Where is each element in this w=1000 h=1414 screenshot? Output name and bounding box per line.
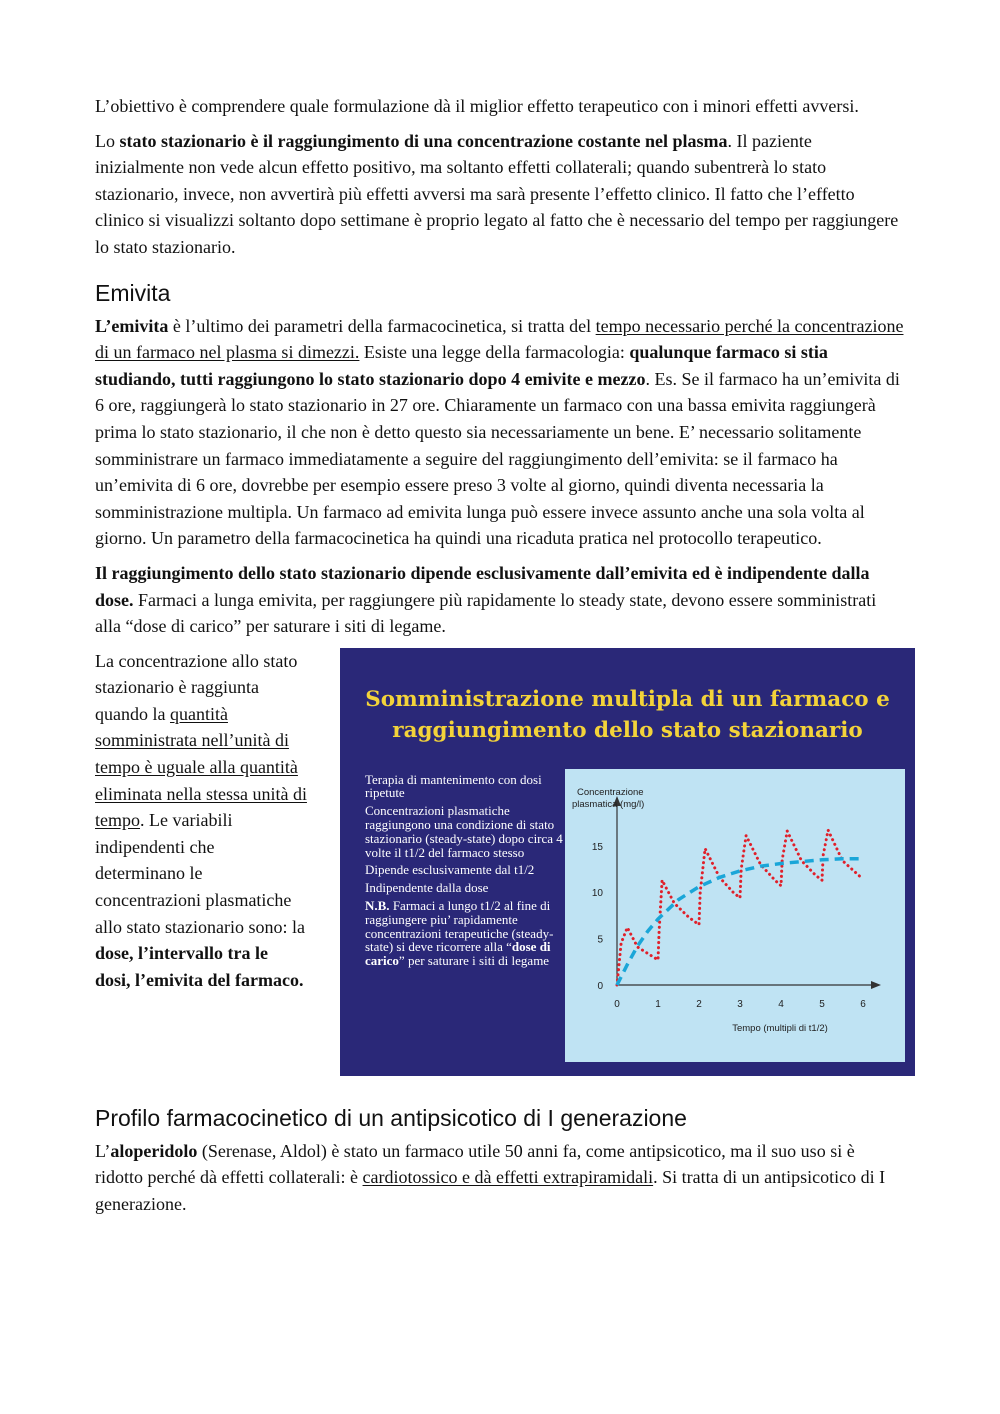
steady-state-chart (340, 648, 915, 1076)
y-tick-label: 5 (597, 934, 603, 946)
x-axis-label: Tempo (multipli di t1/2) (732, 1022, 828, 1034)
text-run: (Serenase, Aldol) è stato un farmaco utile 50 anni fa, come antipsicotico, ma il suo uso si è ridotto perché dà effetti collaterali: è (95, 1140, 855, 1188)
bold-law: qualunque farmaco si stia studiando, tutti raggiungono lo stato stazionario dopo 4 emivite e mezzo (95, 342, 828, 389)
bold-definition: stato stazionario è il raggiungimento di una concentrazione costante nel plasma (119, 130, 728, 151)
slide-title-line: raggiungimento dello stato stazionario (392, 717, 863, 743)
heading-emivita: Emivita (95, 279, 171, 306)
bold-drug-name: aloperidolo (110, 1140, 198, 1161)
y-tick-label: 0 (597, 980, 603, 992)
slide-bullet: Terapia di mantenimento con dosi ripetute (365, 771, 542, 801)
heading-profilo: Profilo farmacocinetico di un antipsicotico di I generazione (95, 1104, 687, 1131)
text-run: Farmaci a lunga emivita, per raggiungere più rapidamente lo steady state, devono essere somministrati alla “dose di carico” per saturare i siti di legame. (95, 589, 877, 637)
paragraph-steady-state (95, 128, 905, 261)
plot-panel (565, 769, 905, 1062)
y-tick-label: 15 (591, 841, 603, 853)
text-run: . Es. Se il farmaco ha un’emivita di 6 ore, raggiungerà lo stato stazionario in 27 ore. Chiaramente un farmaco con una bassa emivita raggiungerà prima lo stato stazionario, il che non è detto questo sia necessariamente un bene. E’ necessario solitamente somministrare un farmaco immediatamente a seguire del raggiungimento dell’emivita: se il farmaco ha un’emivita di 6 ore, dovrebbe per esempio essere preso 3 volte al giorno, quindi diventa necessaria la somministrazione multipla. Un farmaco ad emivita lunga può essere invece assunto anche una sola volta al giorno. Un parametro della farmacocinetica ha quindi una ricaduta pratica nel protocollo terapeutico. (95, 368, 900, 549)
text-run: La concentrazione allo stato stazionario è raggiunta quando la (95, 650, 298, 724)
bold-variables: dose, l’intervallo tra le dosi, l’emivita del farmaco. (95, 943, 304, 990)
paragraph-aloperidolo (95, 1138, 905, 1218)
underlined-definition: tempo necessario perché la concentrazione di un farmaco nel plasma si dimezzi. (95, 315, 904, 363)
text-run: . Le variabili indipendenti che determinano le concentrazioni plasmatiche allo stato stazionario sono: la (95, 810, 305, 937)
x-tick-label: 5 (819, 998, 825, 1010)
text-run: Farmaci a lungo t1/2 al fine di raggiungere piu’ rapidamente concentrazioni terapeutiche (steady-state) si deve ricorrere alla “ (365, 898, 554, 955)
text-run: ” per saturare i siti di legame (398, 953, 550, 969)
paragraph-concentration (95, 648, 307, 994)
text-run: L’ (95, 1140, 111, 1161)
x-tick-label: 1 (655, 998, 661, 1010)
x-tick-label: 6 (860, 998, 866, 1010)
slide-bullet: Concentrazioni plasmatiche raggiungono una condizione di stato stazionario (steady-state) dopo circa 4 volte il t1/2 del farmaco stesso (365, 803, 563, 860)
text-run: Lo (95, 130, 120, 151)
nb-label: N.B. (365, 898, 390, 914)
nb-bold: dose di carico (365, 939, 551, 969)
y-tick-label: 10 (591, 887, 603, 899)
y-axis-label: Concentrazione (577, 786, 644, 798)
x-tick-label: 3 (737, 998, 743, 1010)
x-tick-label: 2 (696, 998, 702, 1010)
slide-title-line: Somministrazione multipla di un farmaco e (365, 686, 890, 712)
paragraph-objective (95, 93, 905, 120)
paragraph-objective-text: L’obiettivo è comprendere quale formulazione dà il miglior effetto terapeutico con i minori effetti avversi. (95, 96, 859, 116)
bold-term: L’emivita (95, 315, 169, 336)
slide-image (340, 648, 915, 1076)
bold-statement: Il raggiungimento dello stato stazionario dipende esclusivamente dall’emivita ed è indipendente dalla dose. (95, 562, 870, 610)
underlined-side-effects: cardiotossico e dà effetti extrapiramidali (362, 1167, 654, 1188)
paragraph-emivita (95, 313, 905, 552)
paragraph-dose-independence (95, 560, 905, 640)
x-tick-label: 0 (614, 998, 620, 1010)
document-page (95, 93, 905, 1225)
slide-bullet: Dipende esclusivamente dal t1/2 (365, 862, 535, 878)
text-run: . Il paziente inizialmente non vede alcun effetto positivo, ma soltanto effetti collaterali; quando subentrerà lo stato stazionario, invece, non avvertirà più effetti avversi ma sarà presente l’effetto clinico. Il fatto che l’effetto clinico si visualizzi soltanto dopo settimane è proprio legato al fatto che è necessario del tempo per raggiungere lo stato stazionario. (95, 130, 899, 257)
text-run: . Si tratta di un antipsicotico di I generazione. (95, 1167, 886, 1214)
text-run: è l’ultimo dei parametri della farmacocinetica, si tratta del (168, 315, 596, 336)
figure-row (95, 648, 905, 1076)
underlined-condition: quantità somministrata nell’unità di tempo è uguale alla quantità eliminata nella stessa unità di tempo (95, 703, 307, 831)
y-axis-label: plasmatica (mg/l) (572, 798, 645, 810)
text-run: Esiste una legge della farmacologia: (359, 342, 630, 363)
x-tick-label: 4 (778, 998, 784, 1010)
slide-bullet: Indipendente dalla dose (365, 880, 489, 896)
